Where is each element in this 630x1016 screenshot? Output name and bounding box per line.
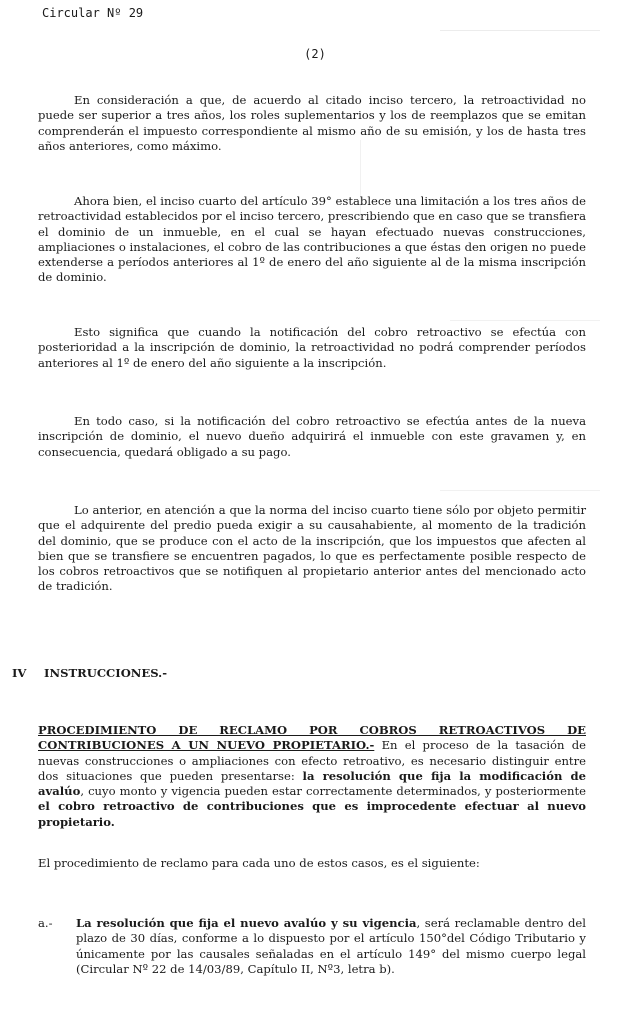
section-number: IV (12, 666, 27, 680)
paragraph-2: Ahora bien, el inciso cuarto del artículo 39° establece una limitación a los tres años de retroactividad establecidos por el inciso tercero, prescribiendo que en caso que se transfiera el dominio de un inmueble, en el cual se hayan efectuado nuevas construcciones, ampliaciones o instalaciones, el cobro de las contribuciones a que éstas den origen no puede extenderse a períodos anteriores al 1º de enero del año siguiente al de la misma inscripción de dominio. (38, 194, 586, 285)
list-item-label: a.- (38, 916, 53, 930)
procedure-paragraph (38, 723, 586, 830)
paragraph-4: En todo caso, si la notificación del cobro retroactivo se efectúa antes de la nueva inscripción de dominio, el nuevo dueño adquirirá el inmueble con este gravamen y, en consecuencia, quedará obligado a su pago. (38, 414, 586, 459)
paragraph-1: En consideración a que, de acuerdo al citado inciso tercero, la retroactividad no puede ser superior a tres años, los roles suplementarios y los de reemplazos que se emitan comprenderán el impuesto correspondiente al mismo año de su emisión, y los de hasta tres años anteriores, como máximo. (38, 93, 586, 153)
procedure-text-2: , cuyo monto y vigencia pueden estar correctamente determinados, y posteriormente (80, 784, 586, 799)
list-item-a (38, 916, 586, 977)
procedure-bold-2: el cobro retroactivo de contribuciones que es improcedente efectuar al nuevo propietario. (38, 799, 586, 829)
procedure-bold-1: la resolución que fija la modificación de avalúo (38, 768, 586, 799)
procedure-title: PROCEDIMIENTO DE RECLAMO POR COBROS RETROACTIVOS DE CONTRIBUCIONES A UN NUEVO PROPIETARIO.- (38, 723, 586, 753)
page-number: (2) (304, 47, 326, 61)
paragraph-3: Esto significa que cuando la notificación del cobro retroactivo se efectúa con posterioridad a la inscripción de dominio, la retroactividad no podrá comprender períodos anteriores al 1º de enero del año siguiente a la inscripción. (38, 325, 586, 370)
circular-header: Circular Nº 29 (42, 6, 144, 20)
section-title: INSTRUCCIONES.- (44, 666, 168, 680)
list-item-bold: La resolución que fija el nuevo avalúo y su vigencia (76, 916, 417, 930)
list-item-text: , será reclamable dentro del plazo de 30 días, conforme a lo dispuesto por el artículo 150°del Código Tributario y únicamente por las causales señaladas en el artículo 149° del mismo cuerpo legal (Circular Nº 22 de 14/03/89, Capítulo II, Nº3, letra b). (76, 916, 586, 976)
procedure-intro: El procedimiento de reclamo para cada uno de estos casos, es el siguiente: (38, 856, 480, 870)
paragraph-5: Lo anterior, en atención a que la norma del inciso cuarto tiene sólo por objeto permitir que el adquirente del predio pueda exigir a su causahabiente, al momento de la tradición del dominio, que se produce con el acto de la inscripción, que los impuestos que afecten al bien que se transfiere se encuentren pagados, lo que es perfectamente posible respecto de los cobros retroactivos que se notifiquen al propietario anterior antes del mencionado acto de tradición. (38, 503, 586, 594)
list-item-body (76, 916, 586, 977)
section-heading (12, 666, 167, 680)
procedure-text-1: En el proceso de la tasación de nuevas construcciones o ampliaciones con efecto retroativo, es necesario distinguir entre dos situaciones que pueden presentarse: (38, 738, 586, 783)
